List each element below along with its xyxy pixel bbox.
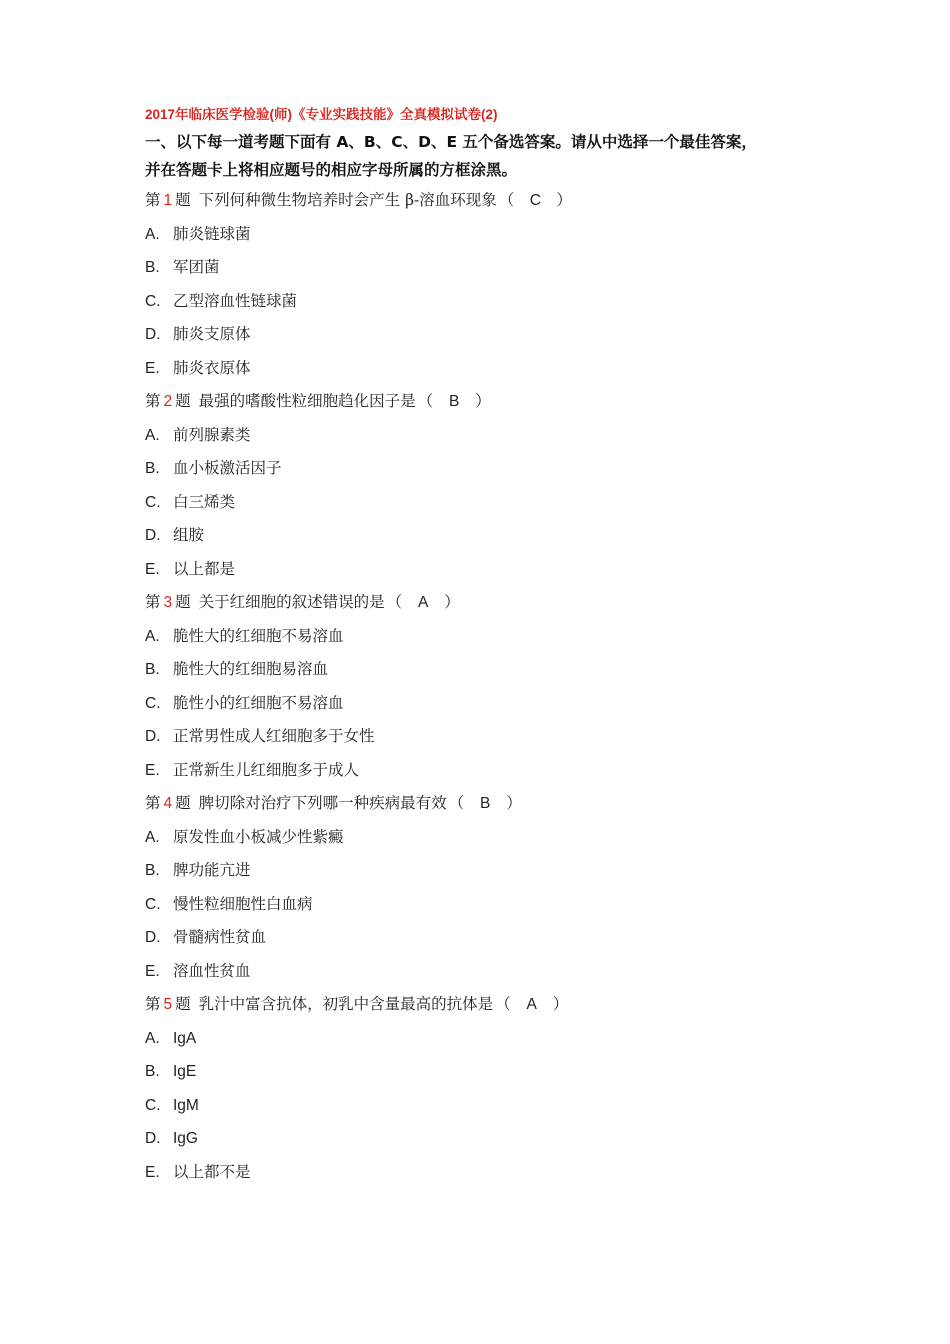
- answer-option: [145, 754, 825, 788]
- document-title: 2017年临床医学检验(师)《专业实践技能》全真模拟试卷(2): [145, 107, 498, 122]
- option-text: 脾功能亢进: [173, 861, 251, 879]
- answer-option: [145, 452, 825, 486]
- question-prefix: 第: [145, 392, 161, 410]
- option-letter: A.: [145, 1029, 160, 1047]
- question-header: [145, 586, 825, 620]
- answer-option: [145, 1022, 825, 1056]
- question-number: 4: [163, 795, 173, 812]
- answer-close-paren: ）: [444, 593, 460, 611]
- instructions-line: 一、以下每一道考题下面有 A、B、C、D、E 五个备选答案。请从中选择一个最佳答案，: [145, 133, 757, 151]
- option-letter: D.: [145, 728, 161, 745]
- question-text: 乳汁中富含抗体，初乳中含量最高的抗体是: [198, 995, 494, 1013]
- option-text: 乙型溶血性链球菌: [173, 291, 298, 310]
- option-text: 前列腺素类: [173, 425, 251, 444]
- answer-option: [145, 419, 825, 453]
- option-letter: E.: [145, 359, 160, 377]
- answer-option: [145, 318, 825, 352]
- answer-letter: A: [526, 996, 537, 1013]
- answer-letter: C: [529, 192, 541, 209]
- answer-option: [145, 821, 825, 855]
- question-text: 脾切除对治疗下列哪一种疾病最有效: [198, 794, 447, 812]
- question-suffix: 题: [175, 593, 191, 611]
- instructions: [145, 128, 825, 184]
- option-text: 以上都不是: [173, 1162, 251, 1181]
- question-text: 下列何种微生物培养时会产生 β-溶血环现象: [198, 191, 497, 209]
- answer-option: [145, 1055, 825, 1089]
- question-suffix: 题: [175, 191, 191, 209]
- option-text: 肺炎支原体: [173, 325, 251, 343]
- option-text: 肺炎链球菌: [173, 224, 251, 243]
- question-header: [145, 787, 825, 821]
- option-letter: B.: [145, 862, 160, 879]
- option-letter: C.: [145, 895, 161, 913]
- question-number: 5: [163, 996, 173, 1013]
- question-prefix: 第: [145, 794, 161, 812]
- option-letter: E.: [145, 761, 160, 779]
- option-text: 脆性大的红细胞易溶血: [173, 660, 329, 678]
- option-letter: B.: [145, 1063, 160, 1080]
- option-letter: B.: [145, 460, 160, 477]
- option-letter: B.: [145, 661, 160, 678]
- answer-option: [145, 486, 825, 520]
- question-list: [145, 184, 825, 1189]
- answer-option: [145, 687, 825, 721]
- answer-option: [145, 1156, 825, 1190]
- option-text: 组胺: [173, 526, 205, 544]
- option-letter: C.: [145, 1096, 161, 1114]
- option-letter: A.: [145, 627, 160, 645]
- answer-close-paren: ）: [552, 995, 569, 1013]
- option-letter: A.: [145, 225, 160, 243]
- option-letter: C.: [145, 694, 161, 712]
- question-header: [145, 385, 825, 419]
- option-text: 原发性血小板减少性紫癜: [173, 827, 344, 846]
- answer-open-paren: （: [498, 191, 515, 209]
- answer-option: [145, 653, 825, 687]
- answer-letter: A: [418, 594, 429, 611]
- option-text: 肺炎衣原体: [173, 358, 251, 377]
- question-prefix: 第: [145, 995, 161, 1013]
- answer-close-paren: ）: [556, 191, 572, 209]
- question-header: [145, 988, 825, 1022]
- option-text: 正常男性成人红细胞多于女性: [173, 727, 375, 745]
- answer-open-paren: （: [495, 995, 511, 1013]
- answer-option: [145, 1089, 825, 1123]
- question-header: [145, 184, 825, 218]
- question-prefix: 第: [145, 191, 161, 209]
- answer-close-paren: ）: [506, 794, 522, 812]
- answer-option: [145, 720, 825, 754]
- answer-close-paren: ）: [475, 392, 491, 410]
- question-number: 2: [163, 393, 173, 410]
- question-suffix: 题: [175, 392, 191, 410]
- option-letter: C.: [145, 292, 161, 310]
- option-letter: E.: [145, 560, 160, 578]
- answer-option: [145, 1122, 825, 1156]
- answer-option: [145, 285, 825, 319]
- answer-open-paren: （: [417, 392, 434, 410]
- option-text: 军团菌: [173, 258, 220, 276]
- question-number: 1: [163, 192, 173, 209]
- option-letter: B.: [145, 259, 160, 276]
- question-number: 3: [163, 594, 173, 611]
- answer-option: [145, 955, 825, 989]
- option-text: 脆性小的红细胞不易溶血: [173, 693, 344, 712]
- option-text: 溶血性贫血: [173, 961, 251, 980]
- answer-option: [145, 553, 825, 587]
- answer-letter: B: [449, 393, 460, 410]
- answer-option: [145, 854, 825, 888]
- answer-option: [145, 352, 825, 386]
- option-text: 骨髓病性贫血: [173, 928, 267, 946]
- answer-option: [145, 519, 825, 553]
- document-page: [145, 104, 825, 1189]
- option-letter: E.: [145, 1163, 160, 1181]
- option-text: 慢性粒细胞性白血病: [173, 894, 313, 913]
- option-text: 正常新生儿红细胞多于成人: [173, 760, 360, 779]
- answer-letter: B: [480, 795, 491, 812]
- option-text: IgM: [173, 1096, 199, 1114]
- answer-option: [145, 888, 825, 922]
- option-text: 白三烯类: [173, 492, 236, 511]
- option-letter: A.: [145, 426, 160, 444]
- question-suffix: 题: [175, 794, 191, 812]
- answer-option: [145, 218, 825, 252]
- option-letter: C.: [145, 493, 161, 511]
- option-text: 血小板激活因子: [173, 459, 282, 477]
- answer-option: [145, 251, 825, 285]
- question-suffix: 题: [175, 995, 191, 1013]
- answer-open-paren: （: [386, 593, 403, 611]
- option-letter: A.: [145, 828, 160, 846]
- option-letter: D.: [145, 929, 161, 946]
- option-text: 以上都是: [173, 559, 236, 578]
- answer-open-paren: （: [448, 794, 465, 812]
- option-text: 脆性大的红细胞不易溶血: [173, 626, 344, 645]
- question-prefix: 第: [145, 593, 161, 611]
- question-text: 最强的嗜酸性粒细胞趋化因子是: [198, 392, 416, 410]
- option-text: IgG: [173, 1130, 198, 1147]
- answer-option: [145, 620, 825, 654]
- option-letter: E.: [145, 962, 160, 980]
- option-letter: D.: [145, 326, 161, 343]
- option-letter: D.: [145, 527, 161, 544]
- option-text: IgE: [173, 1063, 197, 1080]
- answer-option: [145, 921, 825, 955]
- instructions-line: 并在答题卡上将相应题号的相应字母所属的方框涂黑。: [145, 161, 518, 179]
- option-letter: D.: [145, 1130, 161, 1147]
- option-text: IgA: [173, 1029, 197, 1047]
- question-text: 关于红细胞的叙述错误的是: [198, 593, 385, 611]
